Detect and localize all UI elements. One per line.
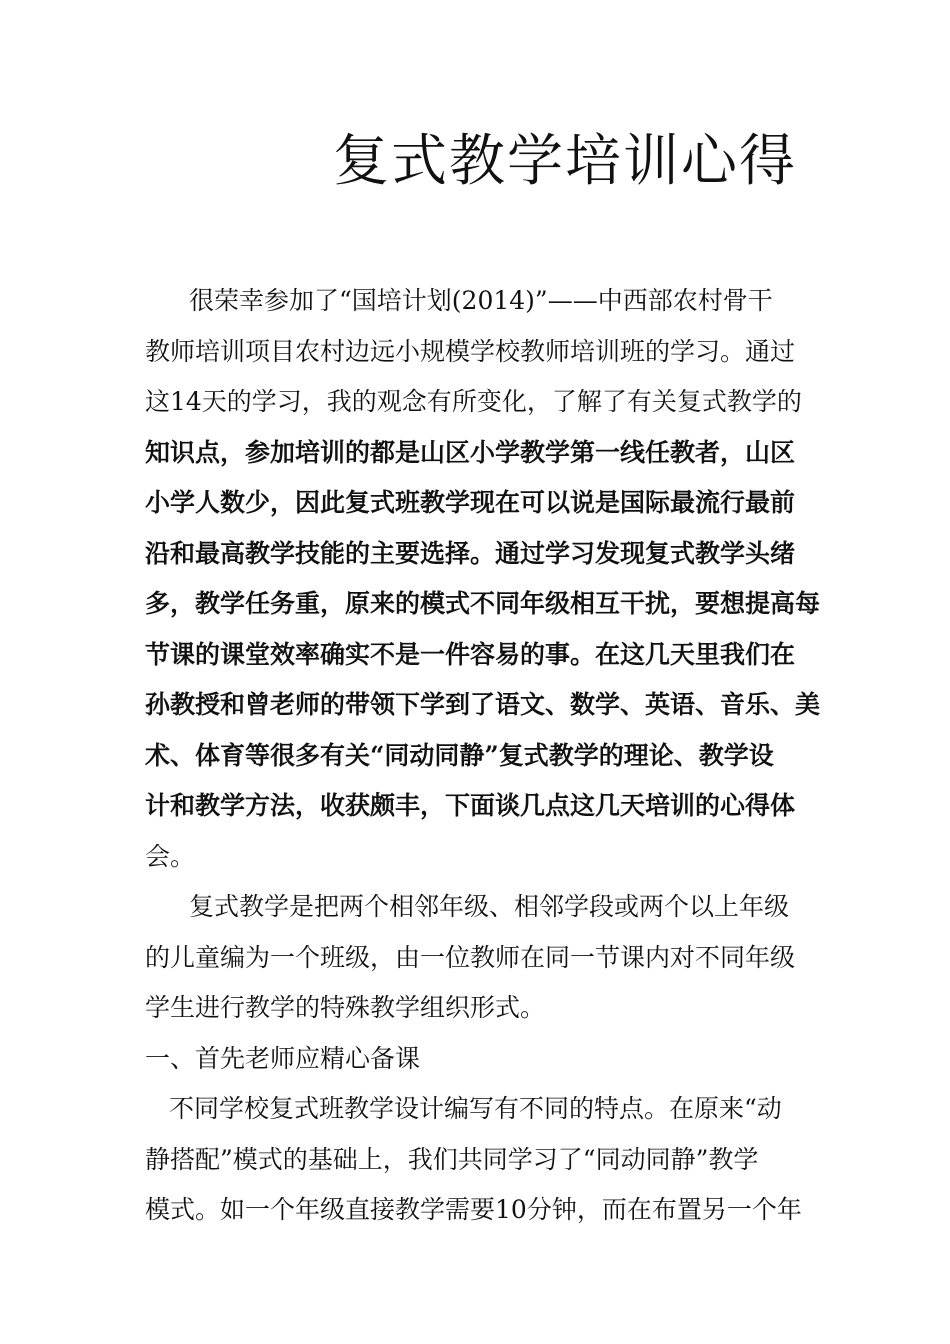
document-body — [145, 276, 821, 1236]
paragraph-line: 多，教学任务重，原来的模式不同年级相互干扰，要想提高每 — [145, 589, 821, 618]
paragraph-line: 静搭配”模式的基础上，我们共同学习了“同动同静”教学 — [145, 1144, 759, 1174]
paragraph-line: 的儿童编为一个班级，由一位教师在同一节课内对不同年级 — [145, 942, 796, 972]
paragraph-line: 沿和最高教学技能的主要选择。通过学习发现复式教学头绪 — [145, 538, 796, 568]
paragraph-line: 知识点，参加培训的都是山区小学教学第一线任教者，山区 — [145, 437, 796, 467]
paragraph-line: 模式。如一个年级直接教学需要10分钟，而在布置另一个年 — [145, 1195, 802, 1224]
paragraph-line: 不同学校复式班教学设计编写有不同的特点。在原来“动 — [169, 1094, 782, 1123]
paragraph-line: 孙教授和曾老师的带领下学到了语文、数学、英语、音乐、美 — [145, 690, 821, 719]
paragraph-line: 术、体育等很多有关“同动同静”复式教学的理论、教学设 — [145, 740, 774, 770]
paragraph-line: 会。 — [145, 841, 196, 871]
document-title: 复式教学培训心得 — [333, 129, 797, 194]
paragraph-line: 计和教学方法，收获颇丰，下面谈几点这几天培训的心得体 — [145, 791, 796, 820]
paragraph-line: 这14天的学习，我的观念有所变化，了解了有关复式教学的 — [145, 387, 802, 416]
paragraph-line: 节课的课堂效率确实不是一件容易的事。在这几天里我们在 — [145, 639, 796, 669]
paragraph-line: 很荣幸参加了“国培计划(2014)”——中西部农村骨干 — [189, 286, 773, 315]
paragraph-line: 小学人数少，因此复式班教学现在可以说是国际最流行最前 — [145, 488, 796, 517]
paragraph-line: 教师培训项目农村边远小规模学校教师培训班的学习。通过 — [145, 336, 796, 366]
paragraph-line: 学生进行教学的特殊教学组织形式。 — [145, 993, 546, 1022]
paragraph-line: 复式教学是把两个相邻年级、相邻学段或两个以上年级 — [189, 892, 790, 921]
section-heading: 一、首先老师应精心备课 — [145, 1043, 421, 1073]
